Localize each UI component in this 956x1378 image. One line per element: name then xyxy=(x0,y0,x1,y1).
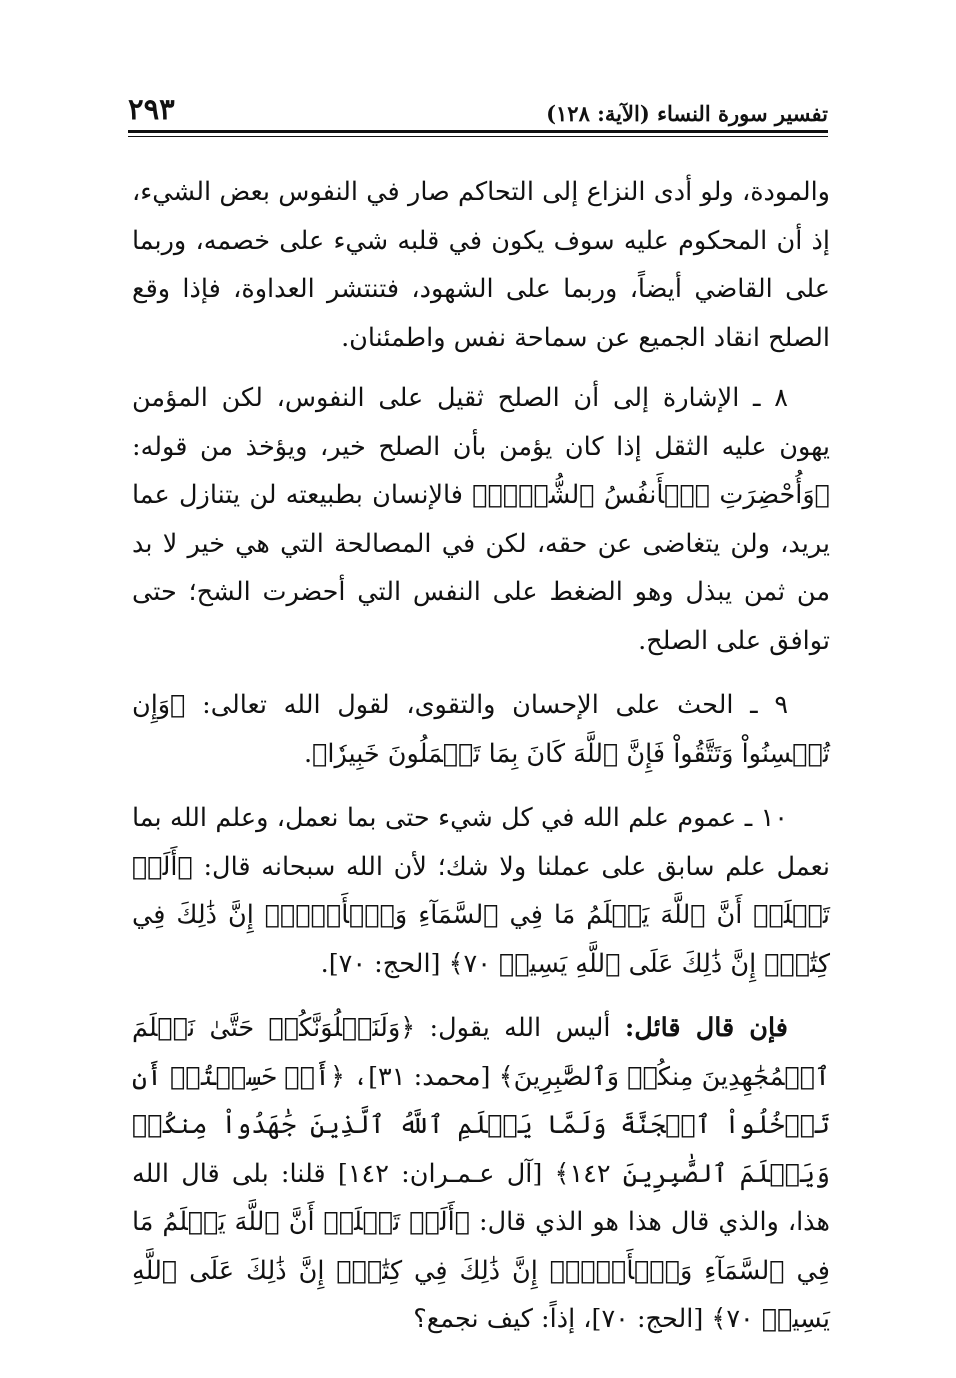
paragraph-text: ١٠ ـ عموم علم الله في كل شيء حتى بما نعمل، وعلم الله بما نعمل علم سابق على عملنا ولا شك؛ لأن الله سبحانه قال: xyxy=(132,803,830,882)
objection-lead: فإن قال قائل: xyxy=(624,1013,788,1043)
paragraph-text: ٨ ـ الإشارة إلى أن الصلح ثقيل على النفوس، لكن المؤمن يهون عليه الثقل إذا كان يؤمن بأن الصلح خير، ويؤخذ من قوله: xyxy=(132,383,830,462)
verse-reference: [آل عـمـران: ١٤٢] xyxy=(337,1158,543,1189)
paragraph-objection xyxy=(132,1004,830,1344)
quran-verse: ﴿أَلَمۡ تَعۡلَمۡ أَنَّ ٱللَّهَ يَعۡلَمُ مَا فِي ٱلسَّمَآءِ وَٱلۡأَرۡضِۗ إِنَّ ذَٰلِكَ فِي كِتَٰبٍۚ إِنَّ ذَٰلِكَ عَلَى ٱللَّهِ يَسِيرٞ ٧٠﴾ xyxy=(132,851,830,979)
paragraph-point-10 xyxy=(132,794,830,988)
header-rule-thick xyxy=(128,130,828,133)
running-title: تفسير سورة النساء (الآية: ١٢٨) xyxy=(546,101,828,126)
paragraph-point-9 xyxy=(132,681,830,778)
paragraph-text: فالإنسان بطبيعته لن يتنازل عما يريد، ولن يتغاضى عن حقه، لكن في المصالحة التي هي خير لا بد من ثمن يبذل وهو الضغط على النفس التي أحضرت الشح؛ حتى توافق على الصلح. xyxy=(132,480,830,656)
paragraph-continuation: والمودة، ولو أدى النزاع إلى التحاكم صار في النفوس بعض الشيء، إذ أن المحكوم عليه سوف يكون في قلبه شيء على خصمه، وربما على القاضي أيضاً، وربما على الشهود، فتنتشر العداوة، فإذا وقع الصلح انقاد الجميع عن سماحة نفس واطمئنان. xyxy=(132,177,830,353)
paragraph-text: قلنا: بلى قال الله هذا، والذي قال هذا هو الذي قال: xyxy=(132,1158,830,1237)
quran-verse: ﴿أَلَمۡ تَعۡلَمۡ أَنَّ ٱللَّهَ يَعۡلَمُ مَا فِي ٱلسَّمَآءِ وَٱلۡأَرۡضِۗ إِنَّ ذَٰلِكَ فِي كِتَٰبٍۚ إِنَّ ذَٰلِكَ عَلَى ٱللَّهِ يَسِيرٞ ٧٠﴾ xyxy=(132,1207,830,1334)
quran-verse: ﴿أَمۡ حَسِبۡتُمۡ أَن تَدۡخُلُواْ ٱلۡجَنَّةَ وَلَمَّا يَعۡلَمِ ٱللَّهُ ٱلَّذِينَ جَٰهَدُواْ مِنكُمۡ وَيَعۡلَمَ ٱلصَّٰبِرِينَ ١٤٢﴾ xyxy=(132,1061,830,1189)
page-header xyxy=(128,82,828,126)
page-number: ٢٩٣ xyxy=(128,92,175,126)
paragraph-text: ٩ ـ الحث على الإحسان والتقوى، لقول الله تعالى: xyxy=(202,690,789,720)
verse-reference: [الحج: ٧٠]، إذاً: كيف نجمع؟ xyxy=(413,1304,704,1334)
quran-verse: ﴿وَأُحْضِرَتِ ٱلۡأَنفُسُ ٱلشُّحَّۚ﴾ xyxy=(472,480,830,510)
header-rule-thin xyxy=(128,136,828,137)
verse-reference: [الحج: ٧٠]. xyxy=(320,948,441,979)
paragraph-text: أليس الله يقول: xyxy=(429,1013,611,1043)
paragraph-point-8 xyxy=(132,374,830,665)
body-text xyxy=(132,168,830,1360)
quran-verse: ﴿وَإِن تُحۡسِنُواْ وَتَتَّقُواْ فَإِنَّ ٱللَّهَ كَانَ بِمَا تَعۡمَلُونَ خَبِيرٗا﴾ xyxy=(132,690,830,769)
quran-verse: ﴿وَلَنَبۡلُوَنَّكُمۡ حَتَّىٰ نَعۡلَمَ ٱلۡمُجَٰهِدِينَ مِنكُمۡ وَٱلصَّٰبِرِينَ﴾ xyxy=(132,1013,830,1092)
paragraph-text: . xyxy=(303,738,313,769)
verse-reference: [محمد: ٣١]، xyxy=(353,1061,491,1092)
